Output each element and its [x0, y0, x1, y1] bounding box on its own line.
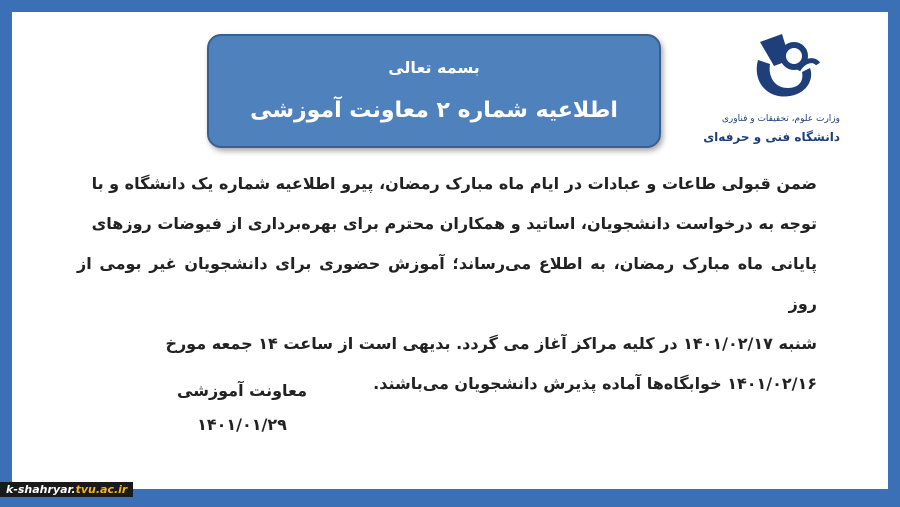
signature-office: معاونت آموزشی	[177, 381, 307, 400]
slide	[12, 12, 888, 489]
footer-site-prefix: k-shahryar.	[6, 483, 76, 496]
announcement-line: توجه به درخواست دانشجویان، اساتید و همکاران محترم برای بهره‌برداری از فیوضات روزهای	[91, 214, 817, 233]
title-basmala: بسمه تعالی	[388, 58, 480, 77]
announcement-line: پایانی ماه مبارک رمضان، به اطلاع می‌رساند؛ آموزش حضوری برای دانشجویان غیر بومی از روز	[77, 254, 817, 313]
title-box	[207, 34, 661, 148]
announcement-body	[77, 164, 817, 404]
page-title: اطلاعیه شماره ۲ معاونت آموزشی	[250, 98, 618, 123]
university-logo-icon	[730, 30, 840, 112]
footer-site-link[interactable]	[0, 482, 133, 497]
announcement-line: ضمن قبولی طاعات و عبادات در ایام ماه مبارک رمضان، پیرو اطلاعیه شماره یک دانشگاه و با	[91, 174, 817, 193]
university-logo	[703, 30, 840, 150]
signature-date: ۱۴۰۱/۰۱/۲۹	[197, 415, 287, 434]
footer-site-accent: tvu.ac.ir	[75, 483, 128, 496]
announcement-line: شنبه ۱۴۰۱/۰۲/۱۷ در کلیه مراکز آغاز می گردد. بدیهی است از ساعت ۱۴ جمعه مورخ	[165, 334, 817, 353]
signature-block	[172, 374, 312, 442]
logo-university-text: دانشگاه فنی و حرفه‌ای	[703, 130, 840, 144]
announcement-line: ۱۴۰۱/۰۲/۱۶ خوابگاه‌ها آماده پذیرش دانشجویان می‌باشند.	[373, 374, 817, 393]
logo-ministry-text: وزارت علوم، تحقیقات و فناوری	[721, 114, 840, 124]
